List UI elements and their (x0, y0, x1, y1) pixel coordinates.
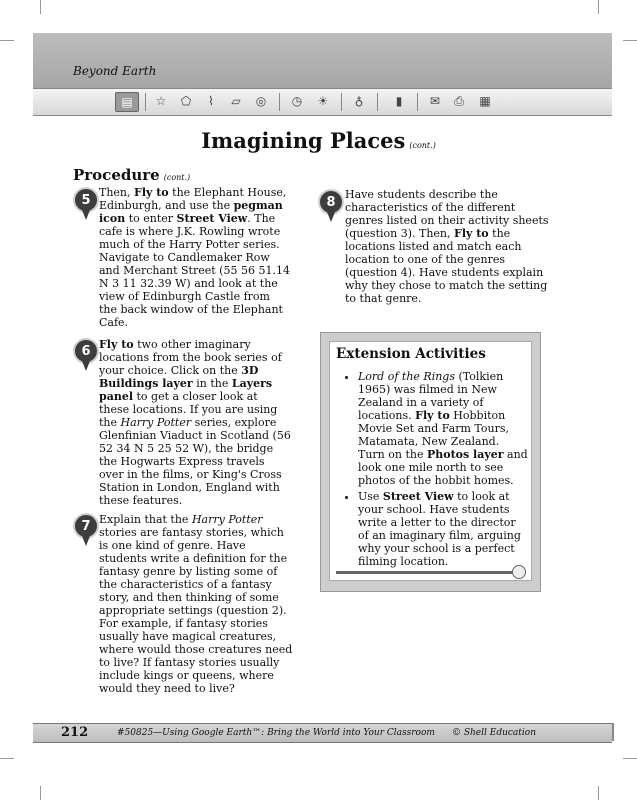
page-title (0, 128, 637, 153)
text-segment: Fly to (134, 186, 169, 199)
crop-mark (40, 786, 41, 800)
text-segment: Fly to (454, 227, 489, 240)
add-polygon-icon: ⬠ (180, 94, 192, 108)
crop-mark (598, 786, 599, 800)
crop-mark (0, 758, 14, 759)
step-number: 8 (318, 189, 344, 215)
step-number: 5 (73, 187, 99, 213)
toolbar-graphic (33, 88, 612, 116)
step-number-pin (73, 513, 99, 547)
email-icon: ✉ (429, 94, 441, 108)
page-number: 212 (61, 725, 89, 740)
step-number-pin (73, 338, 99, 372)
extension-item (358, 370, 528, 487)
toolbar-divider (145, 93, 146, 111)
text-segment: Harry Potter (120, 416, 192, 429)
procedure-step (345, 188, 550, 305)
text-segment: Hobbiton Movie Set and Farm Tours, Matamata, New Zealand. Turn on the (358, 409, 509, 461)
extension-activities-box (320, 332, 541, 592)
text-segment: Fly to (415, 409, 450, 422)
text-segment: Use (358, 490, 383, 503)
add-image-overlay-icon: ▱ (231, 94, 241, 108)
step-number-pin (318, 189, 344, 223)
record-tour-icon: ◎ (255, 94, 267, 108)
toolbar-divider (417, 93, 418, 111)
text-segment: Harry Potter (191, 513, 263, 526)
text-segment: Have students describe the characteristics of the different genres listed on their activity sheets (question 3). Then, (345, 188, 549, 240)
slider-track-graphic (336, 571, 526, 574)
view-in-maps-icon: ▦ (479, 94, 491, 108)
text-segment: in the (192, 377, 232, 390)
text-segment: to look at your school. Have students write a letter to the director of an imaginary film, arguing why your school is a perfect filming location. (358, 490, 521, 568)
slider-knob-graphic (512, 565, 526, 579)
extension-activities-panel (329, 341, 532, 581)
extension-list (336, 370, 528, 571)
toolbar-divider (341, 93, 342, 111)
procedure-step (99, 513, 293, 695)
procedure-heading (73, 166, 190, 184)
ruler-icon: ▮ (395, 94, 403, 108)
text-segment: to enter (125, 212, 177, 225)
text-segment: stories are fantasy stories, which is one kind of genre. Have students write a definition for the fantasy genre by listing some of the characteristics of a fantasy story, and then thinking of some appropriate settings (question 2). For example, if fantasy stories usually have magical creatures, where would those creatures need to live? If fantasy stories usually include kings or queens, where would they need to live? (99, 526, 293, 695)
toolbar-divider (279, 93, 280, 111)
text-segment: Fly to (99, 338, 134, 351)
text-segment: Street View (382, 490, 454, 503)
text-segment: Street View (176, 212, 248, 225)
procedure-heading-cont: (cont.) (163, 173, 191, 182)
extension-item (358, 490, 528, 568)
historical-imagery-icon: ◷ (291, 94, 303, 108)
series-title: Beyond Earth (73, 64, 157, 78)
publisher: © Shell Education (451, 728, 536, 738)
crop-mark (623, 758, 637, 759)
sidebar-icon: ▤ (115, 92, 139, 112)
add-path-icon: ⌇ (208, 94, 214, 108)
step-number-pin (73, 187, 99, 221)
text-segment: (Tolkien 1965) was filmed in New Zealand in a variety of locations. (358, 370, 504, 422)
text-segment: and look one mile north to see photos of the hobbit homes. (358, 448, 528, 487)
text-segment: Photos layer (426, 448, 504, 461)
text-segment: 3D Buildings layer (99, 364, 259, 390)
procedure-step (99, 186, 291, 329)
page-title-text: Imagining Places (201, 128, 406, 153)
page-title-cont: (cont.) (409, 141, 436, 150)
sunlight-icon: ☀ (317, 94, 329, 108)
page-footer (33, 723, 612, 743)
text-segment: Lord of the Rings (358, 370, 455, 383)
text-segment: Explain that the (99, 513, 192, 526)
text-segment: . The cafe is where J.K. Rowling wrote much of the Harry Potter series. Navigate to Candlemaker Row and Merchant Street (55 56 51.14 N 3 11 32.39 W) and look at the view of Edinburgh Castle from the back window of the Elephant Cafe. (99, 212, 290, 329)
text-segment: Layers panel (99, 377, 273, 403)
procedure-step (99, 338, 291, 507)
crop-mark (598, 0, 599, 14)
switch-to-sky-icon: ♁ (354, 94, 364, 108)
text-segment: the locations listed and match each location to one of the genres (question 4). Have students explain why they chose to match the setting to that genre. (345, 227, 548, 305)
extension-heading: Extension Activities (336, 346, 486, 362)
text-segment: to get a closer look at these locations. If you are using the (99, 390, 278, 429)
toolbar-divider (377, 93, 378, 111)
step-number: 7 (73, 513, 99, 539)
print-icon: ⎙ (454, 93, 464, 108)
text-segment: series, explore Glenfinian Viaduct in Scotland (56 52 34 N 5 25 52 W), the bridge the Hogwarts Express travels over in the films, or King's Cross Station in London, England with these features. (99, 416, 291, 507)
text-segment: the Elephant House, Edinburgh, and use the (99, 186, 287, 212)
crop-mark (0, 40, 14, 41)
procedure-heading-text: Procedure (73, 166, 160, 184)
crop-mark (40, 0, 41, 14)
book-title: #50825—Using Google Earth™: Bring the World into Your Classroom (117, 728, 435, 738)
step-number: 6 (73, 338, 99, 364)
page-header (33, 33, 612, 88)
add-placemark-icon: ☆ (155, 94, 167, 108)
text-segment: two other imaginary locations from the book series of your choice. Click on the (99, 338, 282, 377)
text-segment: Then, (99, 186, 135, 199)
text-segment: pegman icon (99, 199, 283, 225)
crop-mark (623, 40, 637, 41)
side-bar-graphic (612, 723, 614, 741)
